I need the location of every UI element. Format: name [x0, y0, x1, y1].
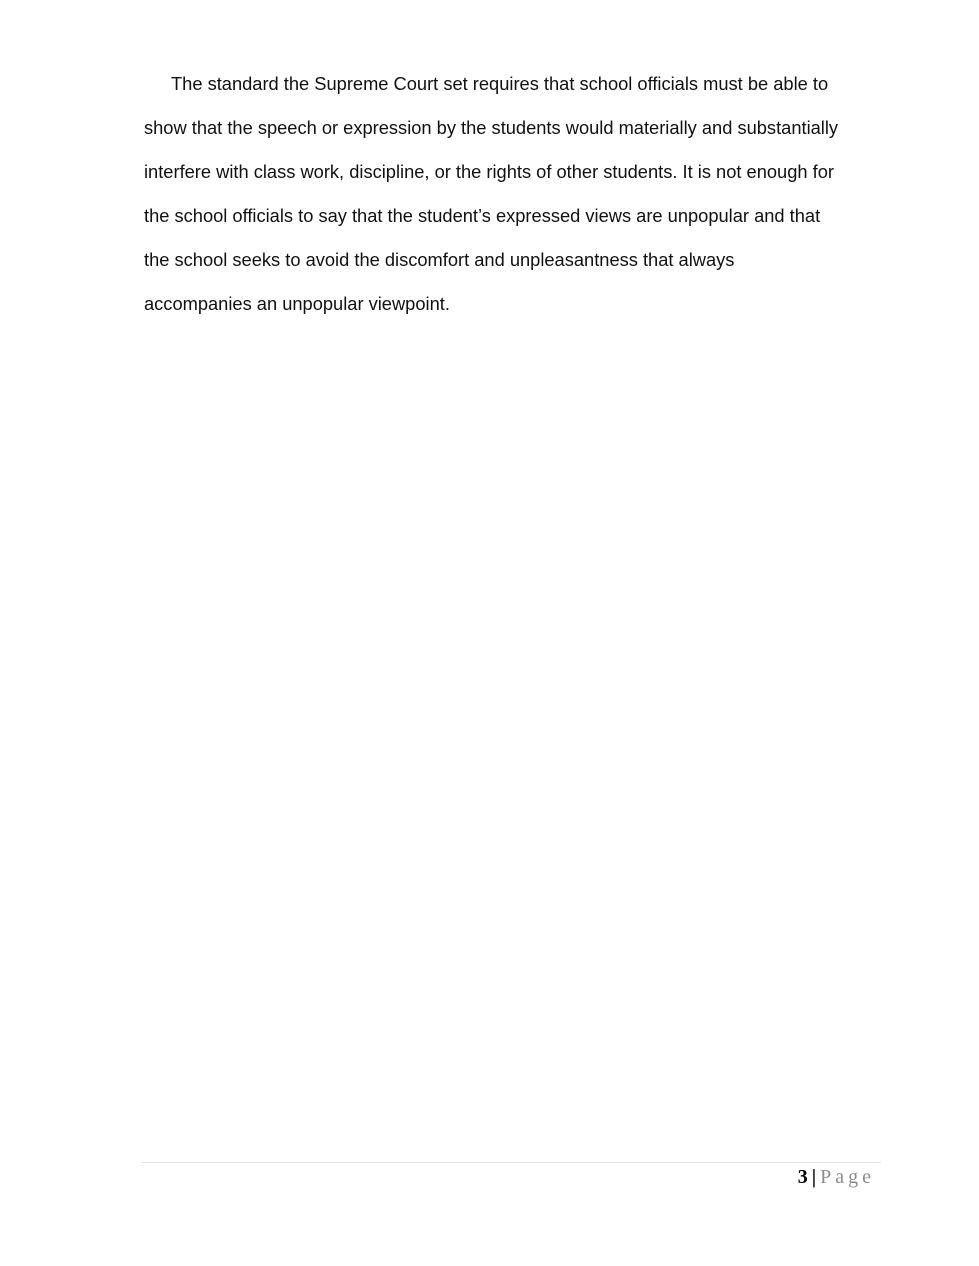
footer-divider	[141, 1162, 881, 1163]
page-label: Page	[820, 1166, 875, 1188]
page-number: 3	[797, 1166, 808, 1188]
paragraph-line: the school officials to say that the student’s expressed views are unpopular and that	[144, 205, 821, 226]
paragraph-line: show that the speech or expression by the students would materially and substantially	[144, 117, 839, 138]
page-footer	[798, 1163, 875, 1191]
paragraph-line: accompanies an unpopular viewpoint.	[144, 293, 450, 314]
footer-separator: |	[811, 1166, 817, 1188]
paragraph-line: The standard the Supreme Court set requires that school officials must be able to	[171, 73, 829, 94]
body-paragraph	[144, 70, 884, 334]
paragraph-line: the school seeks to avoid the discomfort and unpleasantness that always	[144, 249, 735, 270]
paragraph-line: interfere with class work, discipline, or the rights of other students. It is not enough for	[144, 161, 834, 182]
